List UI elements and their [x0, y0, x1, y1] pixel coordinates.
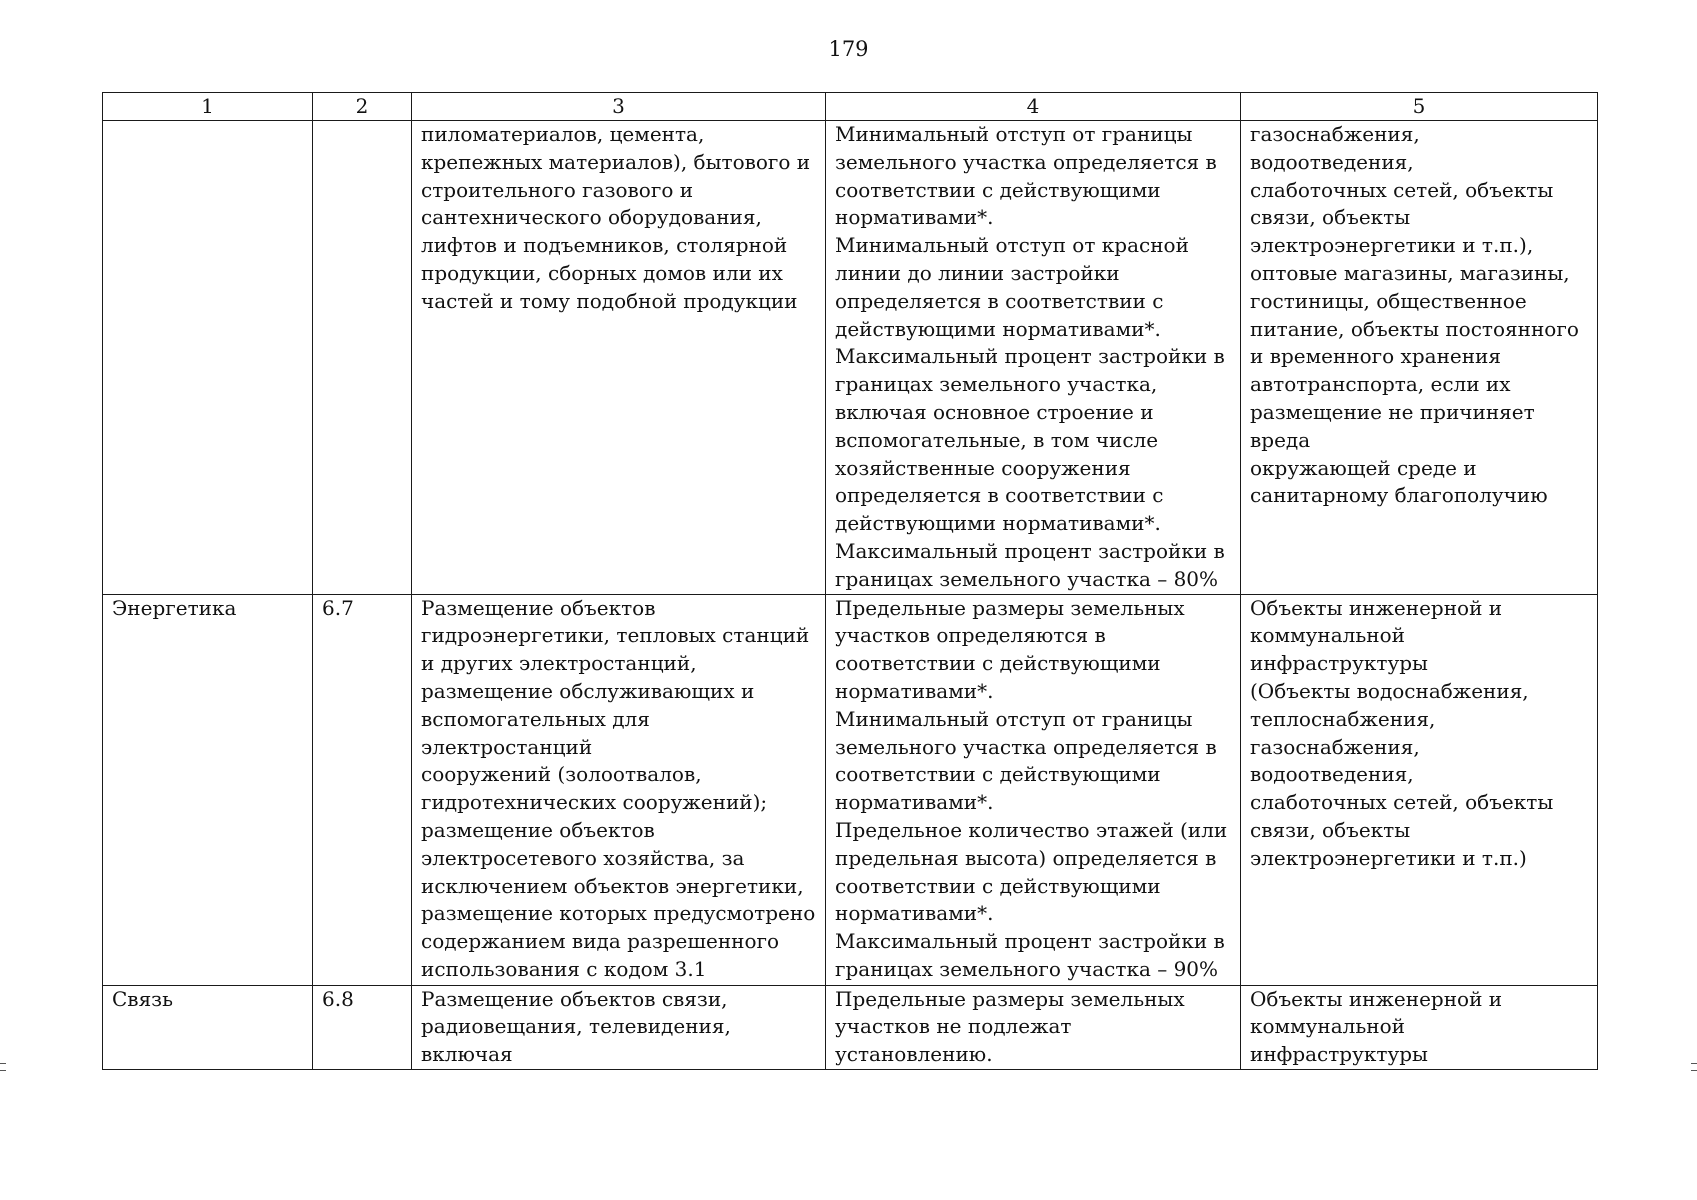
column-header-2: 2	[313, 93, 412, 121]
scan-margin-mark	[1691, 1063, 1697, 1064]
use-type-description: пиломатериалов, цемента, крепежных материалов), бытового и строительного газового и сантехнического оборудования, лифтов и подъемников, столярной продукции, сборных домов или их частей и тому подобной продукции	[412, 121, 826, 595]
use-type-name	[103, 121, 313, 595]
use-type-name: Энергетика	[103, 594, 313, 985]
table-row-continued	[103, 121, 1598, 595]
auxiliary-uses: Объекты инженерной и коммунальной инфраструктуры	[1241, 985, 1598, 1069]
header-row	[103, 93, 1598, 121]
use-type-description: Размещение объектов гидроэнергетики, тепловых станций и других электростанций, размещение обслуживающих и вспомогательных для электростанций сооружений (золоотвалов, гидротехнических сооружений); размещение объектов электросетевого хозяйства, за исключением объектов энергетики, размещение которых предусмотрено содержанием вида разрешенного использования с кодом 3.1	[412, 594, 826, 985]
construction-parameters: Предельные размеры земельных участков не подлежат установлению.	[826, 985, 1241, 1069]
use-type-code: 6.7	[313, 594, 412, 985]
auxiliary-uses: Объекты инженерной и коммунальной инфраструктуры (Объекты водоснабжения, теплоснабжения, газоснабжения, водоотведения, слаботочных сетей, объекты связи, объекты электроэнергетики и т.п.)	[1241, 594, 1598, 985]
zoning-table	[102, 92, 1598, 1070]
scan-margin-mark	[0, 1070, 6, 1071]
scan-margin-mark	[1691, 1070, 1697, 1071]
auxiliary-uses: газоснабжения, водоотведения, слаботочных сетей, объекты связи, объекты электроэнергетики и т.п.), оптовые магазины, магазины, гостиницы, общественное питание, объекты постоянного и временного хранения автотранспорта, если их размещение не причиняет вреда окружающей среде и санитарному благополучию	[1241, 121, 1598, 595]
scan-margin-mark	[0, 1063, 6, 1064]
use-type-description: Размещение объектов связи, радиовещания, телевидения, включая	[412, 985, 826, 1069]
use-type-code	[313, 121, 412, 595]
page-number: 179	[828, 37, 869, 61]
construction-parameters: Предельные размеры земельных участков определяются в соответствии с действующими нормативами*. Минимальный отступ от границы земельного участка определяется в соответствии с действующими нормативами*. Предельное количество этажей (или предельная высота) определяется в соответствии с действующими нормативами*. Максимальный процент застройки в границах земельного участка – 90%	[826, 594, 1241, 985]
construction-parameters: Минимальный отступ от границы земельного участка определяется в соответствии с действующими нормативами*. Минимальный отступ от красной линии до линии застройки определяется в соответствии с действующими нормативами*. Максимальный процент застройки в границах земельного участка, включая основное строение и вспомогательные, в том числе хозяйственные сооружения определяется в соответствии с действующими нормативами*. Максимальный процент застройки в границах земельного участка – 80%	[826, 121, 1241, 595]
use-type-name: Связь	[103, 985, 313, 1069]
column-header-4: 4	[826, 93, 1241, 121]
table-row-communications	[103, 985, 1598, 1069]
column-header-3: 3	[412, 93, 826, 121]
column-header-1: 1	[103, 93, 313, 121]
column-header-5: 5	[1241, 93, 1598, 121]
table-row-energy	[103, 594, 1598, 985]
use-type-code: 6.8	[313, 985, 412, 1069]
